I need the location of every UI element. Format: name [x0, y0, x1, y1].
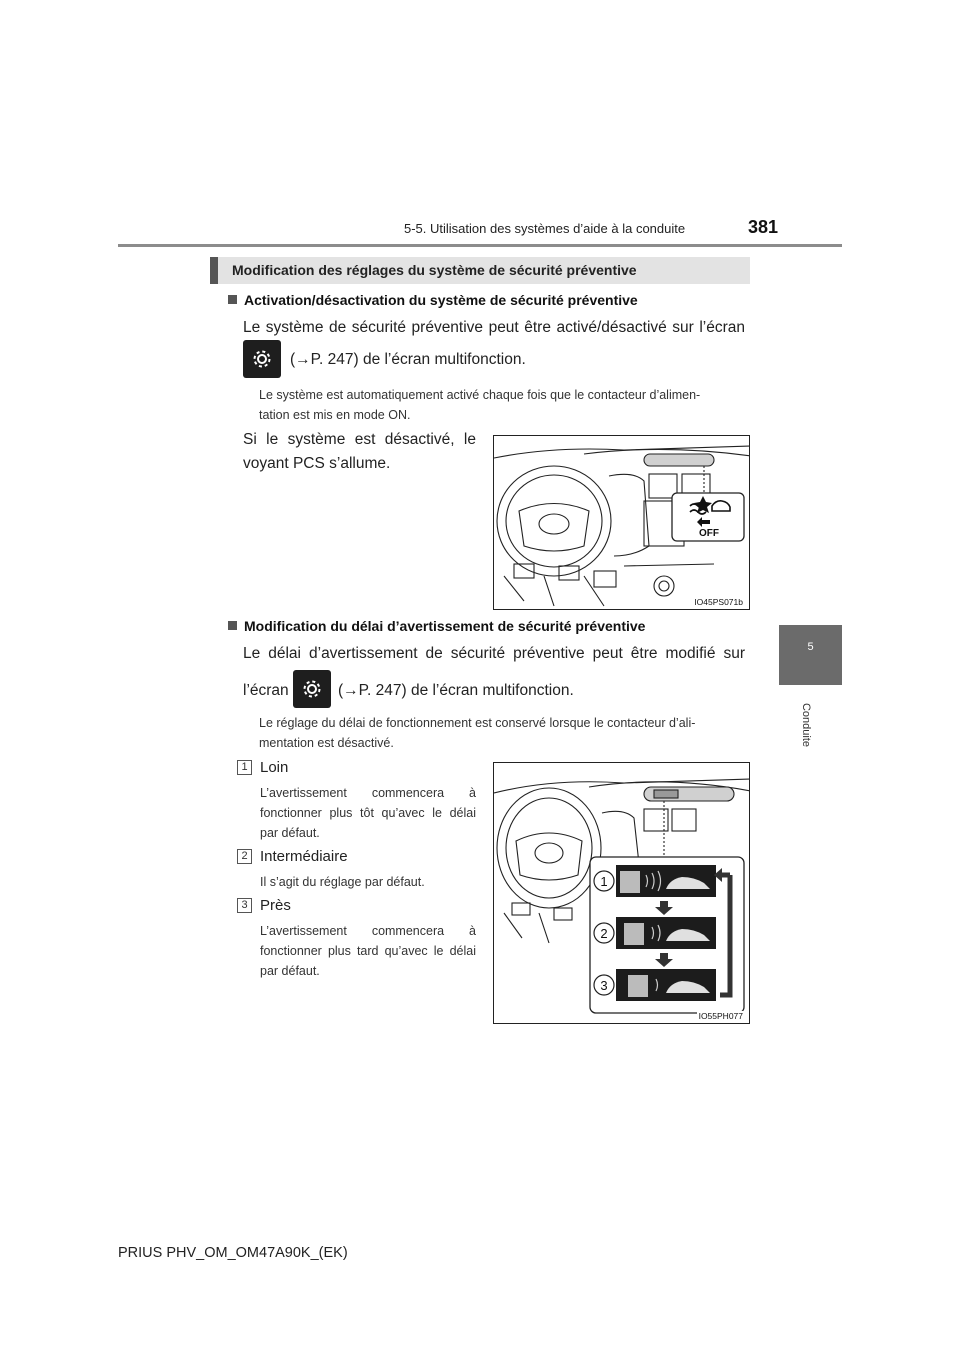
square-bullet-icon: [228, 295, 237, 304]
dashboard-pcs-illustration: [493, 435, 750, 610]
item-label-near: Près: [260, 897, 291, 914]
figure1-caption-line1: Si le système est désactivé, le: [243, 431, 476, 448]
figure2-code: IO55PH077: [698, 1011, 743, 1021]
item-label-middle: Intermédiaire: [260, 848, 348, 865]
section-title: Modification des réglages du système de sécurité préventive: [232, 262, 637, 278]
footer-document-id: PRIUS PHV_OM_OM47A90K_(EK): [118, 1245, 348, 1261]
activation-paragraph-line1: Le système de sécurité préventive peut être activé/désactivé sur l’écran: [243, 319, 745, 336]
header-divider: [118, 244, 842, 247]
square-bullet-icon: [228, 621, 237, 630]
pcs-off-label: OFF: [699, 528, 719, 539]
running-header: 5-5. Utilisation des systèmes d’aide à la conduite: [404, 221, 686, 236]
timing-drawing: [494, 763, 750, 1024]
chapter-tab-number: 5: [807, 641, 814, 653]
sub-heading-activation: [228, 292, 638, 308]
figure2-label-3: 3: [600, 978, 608, 993]
sub-heading-warning-timing: [228, 618, 645, 634]
dashboard-drawing: [494, 436, 750, 610]
activation-note-line1: Le système est automatiquement activé chaque fois que le contacteur d’alimen-: [259, 388, 701, 402]
timing-note-line2: mentation est désactivé.: [259, 736, 394, 750]
item-desc-middle: Il s’agit du réglage par défaut.: [260, 875, 425, 889]
item-label-far: Loin: [260, 759, 289, 776]
timing-paragraph-line2-start: l’écran: [243, 682, 289, 699]
activation-note-line2: tation est mis en mode ON.: [259, 408, 411, 422]
gear-icon: [243, 340, 281, 378]
timing-note-line1: Le réglage du délai de fonctionnement est conservé lorsque le contacteur d’ali-: [259, 716, 696, 730]
chapter-tab-label: [796, 695, 816, 755]
warning-timing-illustration: [493, 762, 750, 1024]
sub-heading-text: Modification du délai d’avertissement de sécurité préventive: [244, 618, 646, 634]
chapter-label-text: Conduite: [800, 702, 812, 748]
page-number: 381: [748, 217, 779, 237]
section-title-bar: [210, 257, 750, 284]
item-desc-far: L’avertissement commencera à fonctionner plus tôt qu’avec le délai par défaut.: [260, 786, 476, 840]
gear-icon: [293, 670, 331, 708]
item-desc-near: L’avertissement commencera à fonctionner plus tard qu’avec le délai par défaut.: [260, 924, 476, 978]
figure1-code: IO45PS071b: [694, 597, 743, 607]
chapter-tab: [779, 625, 842, 685]
timing-paragraph-line1: Le délai d’avertissement de sécurité préventive peut être modifié sur: [243, 645, 745, 662]
timing-paragraph-line2-end: (→P. 247) de l’écran multifonction.: [338, 682, 574, 699]
item-number: 3: [237, 898, 252, 913]
item-number: 2: [237, 849, 252, 864]
item-number: 1: [237, 760, 252, 775]
activation-paragraph-line2: (→P. 247) de l’écran multifonction.: [290, 351, 526, 368]
figure1-caption-line2: voyant PCS s’allume.: [243, 455, 391, 472]
figure2-label-1: 1: [600, 874, 608, 889]
sub-heading-text: Activation/désactivation du système de sécurité préventive: [244, 292, 638, 308]
figure2-label-2: 2: [600, 926, 608, 941]
